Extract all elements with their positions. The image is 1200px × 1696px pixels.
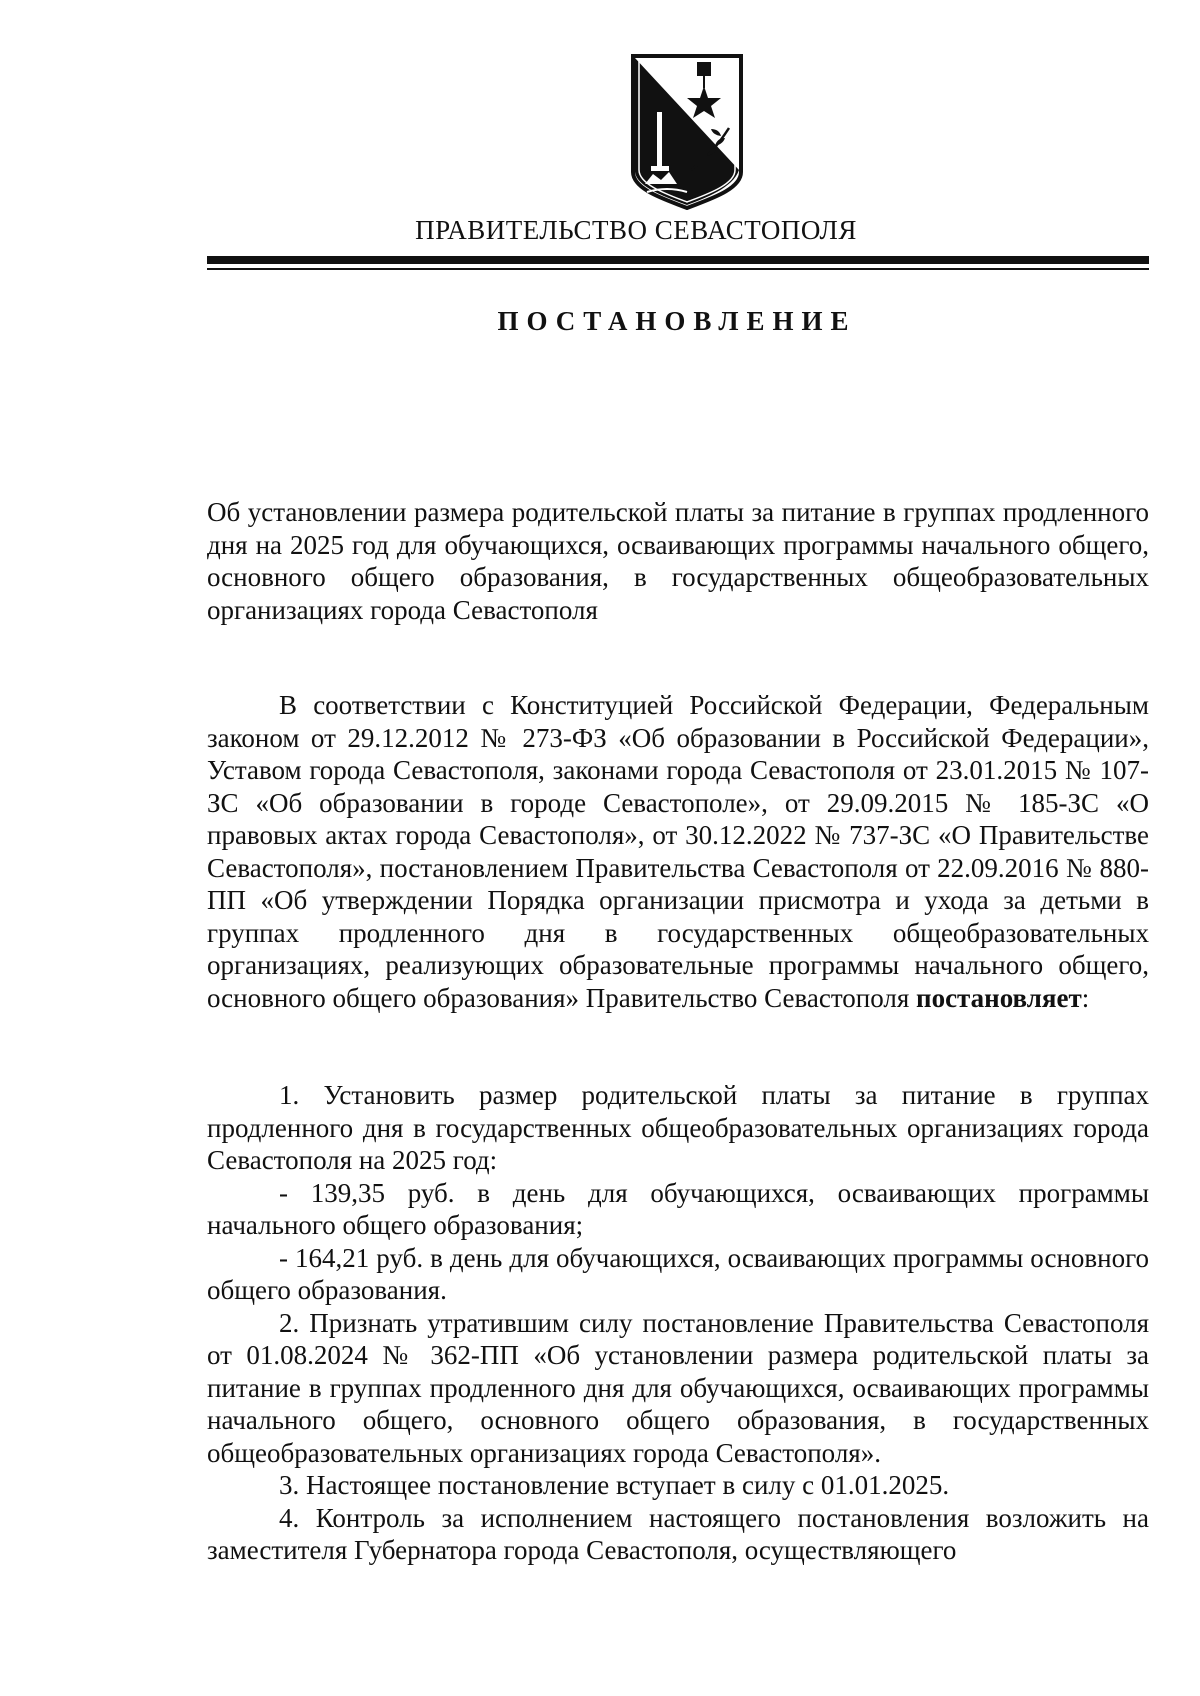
preamble-paragraph <box>207 689 1149 1014</box>
item-1-rate-primary: - 139,35 руб. в день для обучающихся, осваивающих программы начального общего образования; <box>207 1177 1149 1240</box>
header-rule-thick <box>207 256 1149 264</box>
item-1-rate-basic: - 164,21 руб. в день для обучающихся, осваивающих программы основного общего образования. <box>207 1242 1149 1305</box>
item-1: 1. Установить размер родительской платы за питание в группах продленного дня в государственных общеобразовательных организациях города Севастополя на 2025 год: <box>207 1080 1149 1175</box>
document-title: Об установлении размера родительской платы за питание в группах продленного дня на 2025 год для обучающихся, осваивающих программы начального общего, основного общего образования, в государственных общеобразовательных организациях города Севастополя <box>207 497 1149 625</box>
preamble <box>207 689 1149 1014</box>
header-rule-thin <box>207 268 1149 270</box>
sevastopol-coat-of-arms-icon <box>627 52 747 210</box>
resolves-suffix: : <box>1081 982 1090 1013</box>
document-type: ПОСТАНОВЛЕНИЕ <box>497 306 857 336</box>
item-2: 2. Признать утратившим силу постановление Правительства Севастополя от 01.08.2024 № 362-ПП «Об установлении размера родительской платы за питание в группах продленного дня для обучающихся, осваивающих программы начального общего, основного общего образования, в государственных общеобразовательных организациях города Севастополя». <box>207 1307 1149 1468</box>
operative-part <box>207 1079 1149 1567</box>
preamble-text: В соответствии с Конституцией Российской Федерации, Федеральным законом от 29.12.2012 № 273-ФЗ «Об образовании в Российской Федерации», Уставом города Севастополя, законами города Севастополя от 23.01.2015 № 107-ЗС «Об образовании в городе Севастополе», от 29.09.2015 № 185-ЗС «О правовых актах города Севастополя», от 30.12.2022 № 737-ЗС «О Правительстве Севастополя», постановлением Правительства Севастополя от 22.09.2016 № 880-ПП «Об утверждении Порядка организации присмотра и ухода за детьми в группах продленного дня в государственных общеобразовательных организациях, реализующих образовательные программы начального общего, основного общего образования» Правительство Севастополя <box>207 690 1149 1013</box>
item-3: 3. Настоящее постановление вступает в силу с 01.01.2025. <box>279 1470 950 1500</box>
government-name: ПРАВИТЕЛЬСТВО СЕВАСТОПОЛЯ <box>415 215 857 245</box>
item-4: 4. Контроль за исполнением настоящего постановления возложить на заместителя Губернатора города Севастополя, осуществляющего <box>207 1502 1149 1565</box>
resolves-keyword: постановляет <box>916 982 1082 1013</box>
